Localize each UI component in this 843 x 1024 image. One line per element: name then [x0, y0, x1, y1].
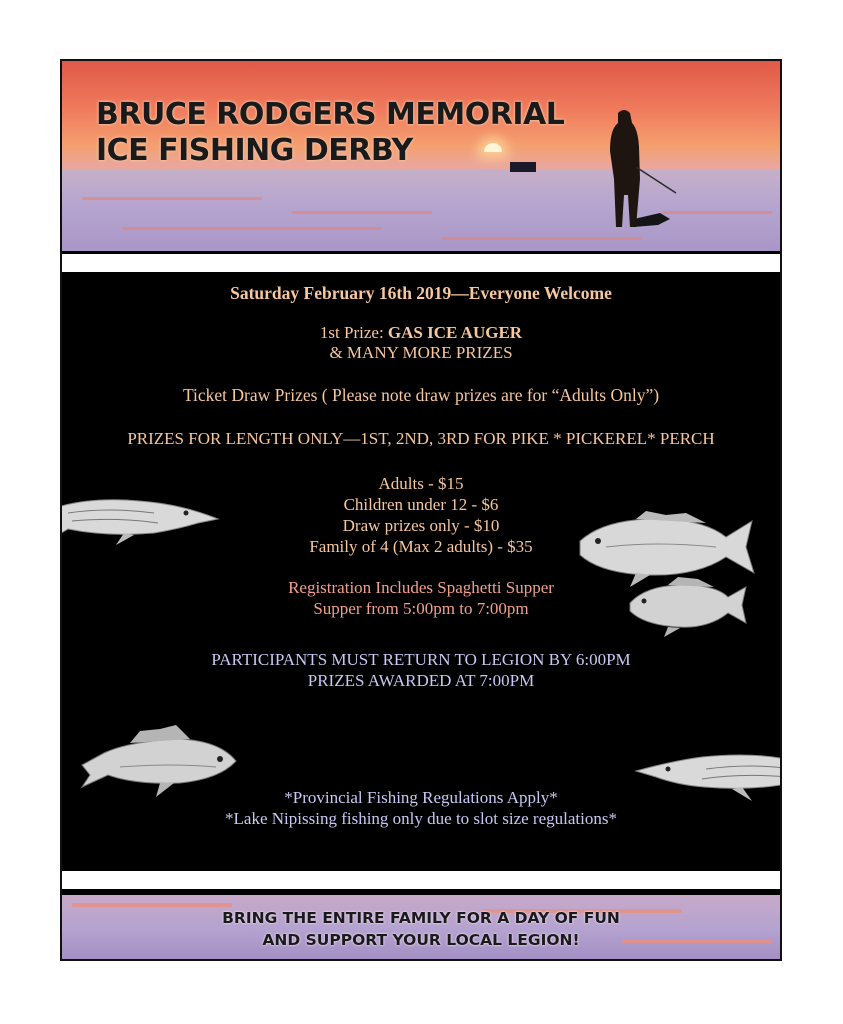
footer-message	[62, 907, 780, 951]
footer-line-2: AND SUPPORT YOUR LOCAL LEGION!	[262, 931, 580, 949]
price-family: Family of 4 (Max 2 adults) - $35	[309, 537, 533, 556]
flyer	[60, 59, 782, 961]
first-prize	[62, 323, 780, 343]
return-deadline: PARTICIPANTS MUST RETURN TO LEGION BY 6:00PM	[211, 650, 631, 669]
awards-time: PRIZES AWARDED AT 7:00PM	[307, 671, 535, 690]
ice-fisherman-icon	[598, 107, 708, 237]
price-adults: Adults - $15	[378, 474, 464, 493]
regulation-provincial: *Provincial Fishing Regulations Apply*	[284, 788, 558, 807]
price-children: Children under 12 - $6	[343, 495, 499, 514]
first-prize-value: GAS ICE AUGER	[387, 323, 523, 342]
top-divider	[62, 254, 780, 272]
event-title	[96, 97, 564, 169]
footer-line-1: BRING THE ENTIRE FAMILY FOR A DAY OF FUN	[222, 909, 620, 927]
pike-fish-icon-right	[632, 743, 782, 803]
more-prizes: & MANY MORE PRIZES	[329, 343, 513, 362]
event-date: Saturday February 16th 2019—Everyone Welcome	[230, 283, 612, 303]
first-prize-label: 1st Prize:	[319, 323, 388, 342]
schedule-info	[62, 649, 780, 691]
price-draw-only: Draw prizes only - $10	[342, 516, 500, 535]
title-line-2: ICE FISHING DERBY	[96, 133, 413, 168]
supper-time: Supper from 5:00pm to 7:00pm	[313, 599, 529, 618]
ticket-draw-note: Ticket Draw Prizes ( Please note draw prizes are for “Adults Only”)	[182, 385, 660, 405]
supper-registration: Registration Includes Spaghetti Supper	[288, 578, 554, 597]
title-line-1: BRUCE RODGERS MEMORIAL	[96, 97, 565, 132]
header-banner	[62, 61, 780, 251]
regulation-lake-nipissing: *Lake Nipissing fishing only due to slot size regulations*	[225, 809, 617, 828]
pike-fish-icon	[60, 489, 228, 549]
footer-banner	[62, 895, 780, 961]
perch-fish-icon	[628, 573, 748, 637]
length-prizes: PRIZES FOR LENGTH ONLY—1ST, 2ND, 3RD FOR PIKE * PICKEREL* PERCH	[127, 429, 715, 448]
perch-fish-icon-left	[80, 723, 240, 803]
bottom-divider	[62, 871, 780, 889]
